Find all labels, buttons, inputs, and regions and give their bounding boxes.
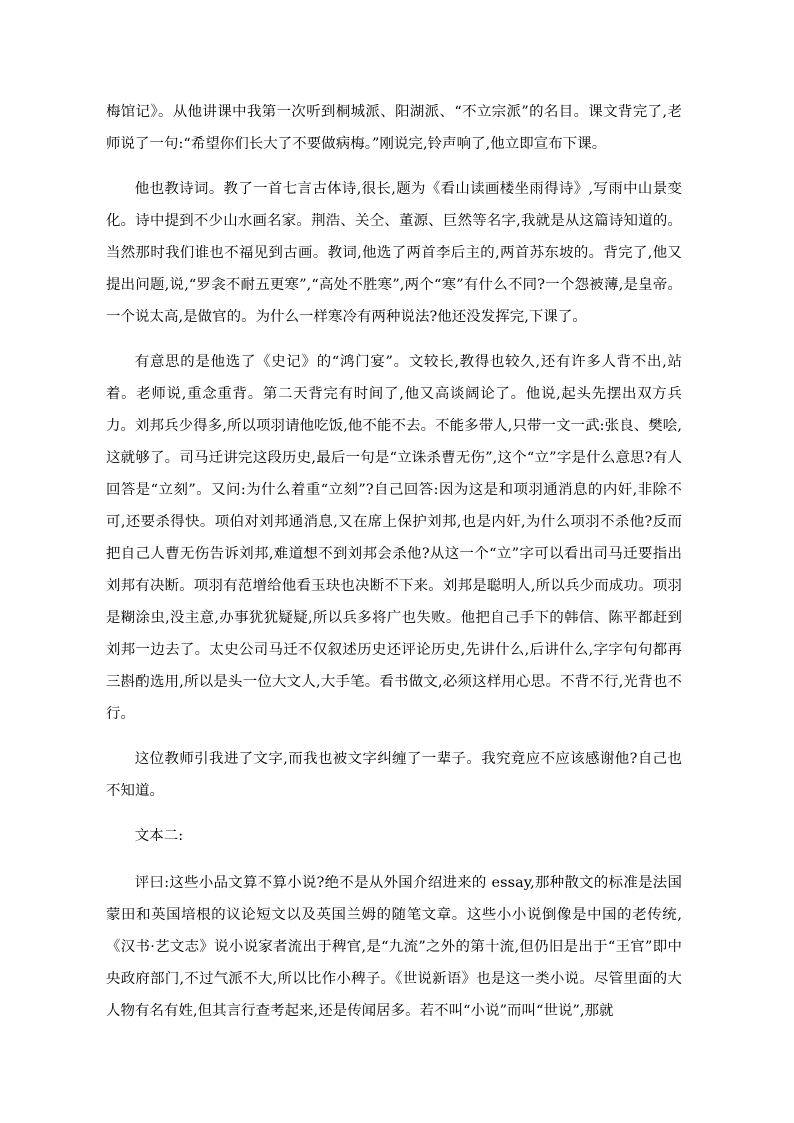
paragraph-2: 他也教诗词。教了一首七言古体诗,很长,题为《看山读画楼坐雨得诗》,写雨中山景变化。诗中提到不少山水画名家。荆浩、关仝、董源、巨然等名字,我就是从这篇诗知道的。当然那时我们谁也不福见到古画。教词,他选了两首李后主的,两首苏东坡的。背完了,他又提出问题,说,“罗衾不耐五更寒”,“高处不胜寒”,两个“寒”有什么不同?一个怨被薄,是皇帝。一个说太高,是做官的。为什么一样寒冷有两种说法?他还没发挥完,下课了。 (106, 181, 682, 325)
paragraph-3: 有意思的是他选了《史记》的“鸿门宴”。文较长,教得也较久,还有许多人背不出,站着。老师说,重念重背。第二天背完有时间了,他又高谈阔论了。他说,起头先摆出双方兵力。刘邦兵少得多,所以项羽请他吃饭,他不能不去。不能多带人,只带一文一武:张良、樊哙,这就够了。司马迁讲完这段历史,最后一句是“立诛杀曹无伤”,这个“立”字是什么意思?有人回答是“立刻”。又问:为什么着重“立刻”?自己回答:因为这是和项羽通消息的内奸,非除不可,还要杀得快。项伯对刘邦通消息,又在席上保护刘邦,也是内奸,为什么项羽不杀他?反而把自己人曹无伤告诉刘邦,难道想不到刘邦会杀他?从这一个“立”字可以看出司马迁要指出刘邦有决断。项羽有范增给他看玉玦也决断不下来。刘邦是聪明人,所以兵少而成功。项羽是糊涂虫,没主意,办事犹犹疑疑,所以兵多将广也失败。他把自己手下的韩信、陈平都赶到刘邦一边去了。太史公司马迁不仅叙述历史还评论历史,先讲什么,后讲什么,字字句句都再三斟酌选用,所以是头一位大文人,大手笔。看书做文,必须这样用心思。不背不行,光背也不行。 (106, 354, 682, 722)
document-body (106, 96, 682, 1040)
paragraph-4: 这位教师引我进了文字,而我也被文字纠缠了一辈子。我究竟应不应该感谢他?自己也不知道。 (106, 751, 682, 799)
section-label-text-two: 文本二: (134, 828, 184, 844)
paragraph-6: 评曰:这些小品文算不算小说?绝不是从外国介绍进来的 essay,那种散文的标准是法国蒙田和英国培根的议论短文以及英国兰姆的随笔文章。这些小小说倒像是中国的老传统,《汉书·艺文志》说小说家者流出于稗官,是“九流”之外的第十流,但仍旧是出于“王官”即中央政府部门,不过气派不大,所以比作小稗子。《世说新语》也是这一类小说。尽管里面的大人物有名有姓,但其言行查考起来,还是传闻居多。若不叫“小说”而叫“世说”,那就 (106, 875, 682, 1019)
paragraph-1: 梅馆记》。从他讲课中我第一次听到桐城派、阳湖派、“不立宗派”的名目。课文背完了,老师说了一句:“希望你们长大了不要做病梅。”刚说完,铃声响了,他立即宣布下课。 (106, 104, 682, 152)
